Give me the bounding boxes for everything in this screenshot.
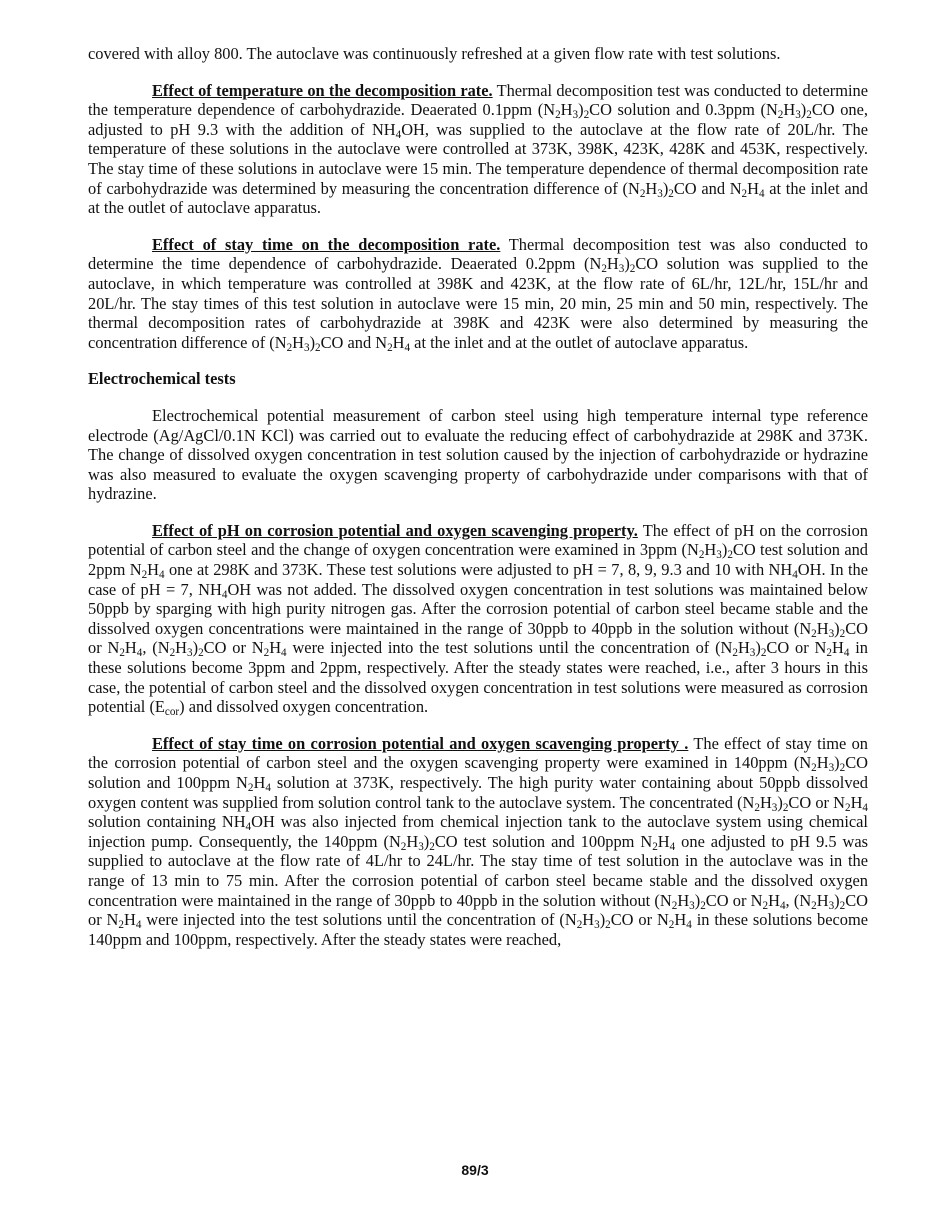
document-page: [88, 44, 868, 949]
paragraph-ph-effect: Effect of pH on corrosion potential and oxygen scavenging property. The effect of pH on the corrosion potential of carbon steel and the change of oxygen concentration were examined in 3ppm $(N_2H_3)_2CO$ test solution and 2ppm $N_2H_4$ one at 298K and 373K. These test solutions were adjusted to pH = 7, 8, 9, 9.3 and 10 with $NH_4OH$. In the case of pH = 7, $NH_4OH$ was not added. The dissolved oxygen concentration in test solutions was maintained below 50ppb by sparging with high purity nitrogen gas. After the corrosion potential of carbon steel became stable and the dissolved oxygen concentrations were maintained in the range of 30ppb to 40ppb in the solution without $(N_2H_3)_2CO$ or $N_2H_4$, $(N_2H_3)_2CO$ or $N_2H_4$ were injected into the test solutions until the concentration of $(N_2H_3)_2CO$ or $N_2H_4$ in these solutions become 3ppm and 2ppm, respectively. After the steady states were reached, i.e., after 3 hours in this case, the potential of carbon steel and the dissolved oxygen concentration in test solutions were measured as corrosion potential $(E_{cor})$ and dissolved oxygen concentration.: [88, 520, 869, 719]
page-number: 89/3: [461, 1162, 489, 1178]
section-title-electrochemical-tests: Electrochemical tests: [88, 369, 236, 389]
heading-temperature-effect: Effect of temperature on the decomposition rate.: [152, 80, 493, 100]
paragraph-temperature-effect: Effect of temperature on the decomposition rate. Thermal decomposition test was conducted to determine the temperature dependence of carbohydrazide. Deaerated 0.1ppm $(N_2H_3)_2CO$ solution and 0.3ppm $(N_2H_3)_2CO$ one, adjusted to pH 9.3 with the addition of $NH_4OH$, was supplied to the autoclave at the flow rate of 20L/hr. The temperature of these solutions in the autoclave were controlled at 373K, 398K, 423K, 428K and 453K, respectively. The stay time of these solutions in autoclave were 15 min. The temperature dependence of thermal decomposition rate of carbohydrazide was determined by measuring the concentration difference of $(N_2H_3)_2CO$ and $N_2H_4$ at the inlet and at the outlet of autoclave apparatus.: [88, 80, 868, 218]
paragraph-stay-time-decomposition: Effect of stay time on the decomposition rate. Thermal decomposition test was also conducted to determine the time dependence of carbohydrazide. Deaerated 0.2ppm $(N_2H_3)_2CO$ solution was supplied to the autoclave, in which temperature was controlled at 398K and 423K, at the flow rate of 6L/hr, 12L/hr, 15L/hr and 20L/hr. The stay times of this test solution in autoclave were 15 min, 20 min, 25 min and 50 min, respectively. The thermal decomposition rates of carbohydrazide at 398K and 423K were also determined by measuring the concentration difference of $(N_2H_3)_2CO$ and $N_2H_4$ at the inlet and at the outlet of autoclave apparatus.: [88, 234, 869, 354]
paragraph-intro: covered with alloy 800. The autoclave was continuously refreshed at a given flow rate with test solutions.: [88, 44, 781, 63]
heading-stay-time-decomposition: Effect of stay time on the decomposition rate.: [152, 234, 501, 254]
heading-stay-time-corrosion: Effect of stay time on corrosion potential and oxygen scavenging property .: [152, 733, 689, 753]
heading-ph-effect: Effect of pH on corrosion potential and oxygen scavenging property.: [152, 520, 638, 540]
paragraph-stay-time-corrosion: Effect of stay time on corrosion potential and oxygen scavenging property . The effect of stay time on the corrosion potential of carbon steel and the oxygen scavenging property were examined in 140ppm $(N_2H_3)_2CO$ solution and 100ppm $N_2H_4$ solution at 373K, respectively. The high purity water containing about 50ppb dissolved oxygen content was supplied from solution control tank to the autoclave system. The concentrated $(N_2H_3)_2CO$ or $N_2H_4$ solution containing $NH_4OH$ was also injected from chemical injection tank to the autoclave system using chemical injection pump. Consequently, the 140ppm $(N_2H_3)_2CO$ test solution and 100ppm $N_2H_4$ one adjusted to pH 9.5 was supplied to autoclave at the flow rate of 4L/hr to 24L/hr. The stay time of test solution in the autoclave was in the range of 13 min to 75 min. After the corrosion potential of carbon steel became stable and the dissolved oxygen concentration were maintained in the range of 30ppb to 40ppb in the solution without $(N_2H_3)_2CO$ or $N_2H_4$, $(N_2H_3)_2CO$ or $N_2H_4$ were injected into the test solutions until the concentration of $(N_2H_3)_2CO$ or $N_2H_4$ in these solutions become 140ppm and 100ppm, respectively. After the steady states were reached,: [88, 733, 869, 949]
paragraph-electrochemical-intro: Electrochemical potential measurement of carbon steel using high temperature internal type reference electrode (Ag/AgCl/0.1N KCl) was carried out to evaluate the reducing effect of carbohydrazide at 298K and 373K. The change of dissolved oxygen concentration in test solution caused by the injection of carbohydrazide or hydrazine was also measured to evaluate the oxygen scavenging property of carbohydrazide under comparisons with that of hydrazine.: [88, 405, 868, 504]
